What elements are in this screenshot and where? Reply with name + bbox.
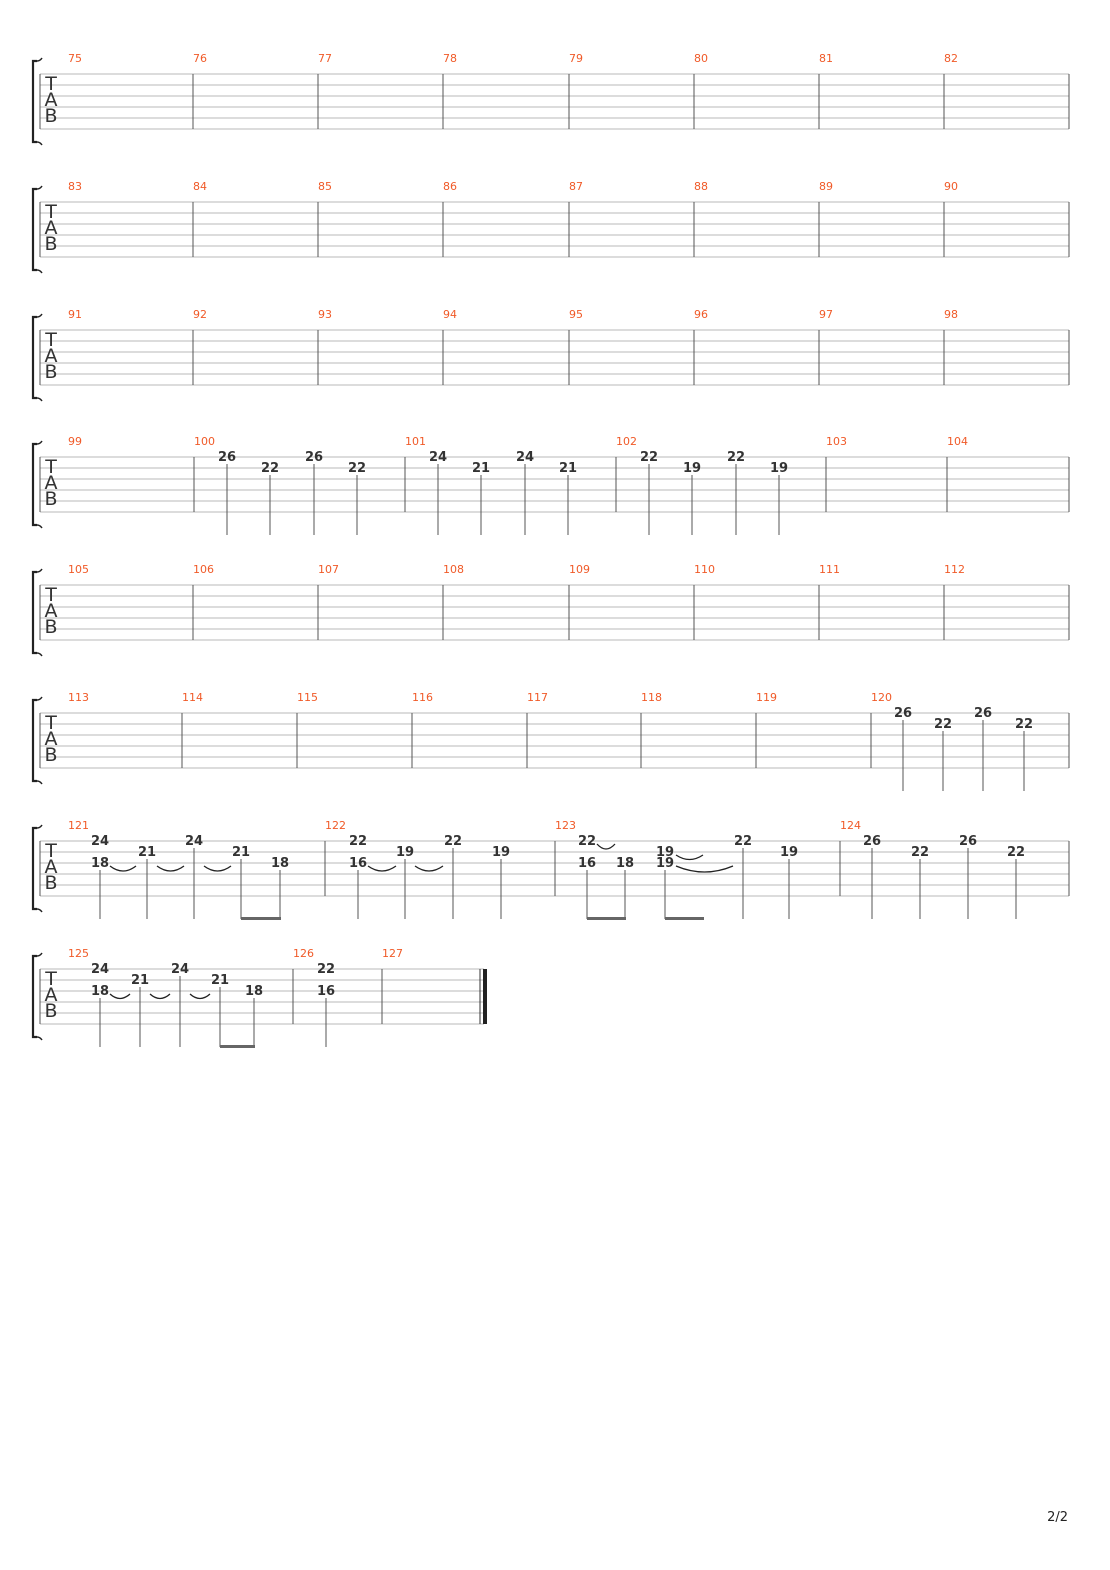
tab-clef-letter: A [44, 728, 58, 750]
measure-number: 126 [293, 947, 314, 960]
measure-number: 79 [569, 52, 583, 65]
tab-clef-letter: A [44, 217, 58, 239]
measure-number: 85 [318, 180, 332, 193]
tab-clef-letter: A [44, 600, 58, 622]
tie-arc [190, 994, 210, 999]
measure-number: 108 [443, 563, 464, 576]
fret-number: 21 [210, 973, 230, 988]
measure-number: 91 [68, 308, 82, 321]
tab-clef-letter: A [44, 984, 58, 1006]
tab-clef-letter: B [44, 872, 58, 894]
measure-number: 121 [68, 819, 89, 832]
tab-system [33, 947, 487, 1047]
measure-number: 94 [443, 308, 457, 321]
measure-number: 119 [756, 691, 777, 704]
tab-clef-letter: A [44, 345, 58, 367]
bracket-hook-bottom [37, 525, 42, 528]
fret-number: 18 [90, 856, 110, 871]
fret-number: 22 [347, 461, 367, 476]
measure-number: 106 [193, 563, 214, 576]
system-bracket [33, 828, 37, 909]
fret-number: 24 [170, 962, 190, 977]
fret-number: 26 [217, 450, 237, 465]
fret-number: 22 [726, 450, 746, 465]
measure-number: 80 [694, 52, 708, 65]
bracket-hook-bottom [37, 909, 42, 912]
final-bar-thick [483, 969, 487, 1024]
fret-number: 16 [316, 984, 336, 999]
fret-number: 19 [769, 461, 789, 476]
tie-arc [150, 994, 170, 999]
measure-number: 107 [318, 563, 339, 576]
system-bracket [33, 956, 37, 1037]
fret-number: 26 [304, 450, 324, 465]
tab-system [33, 308, 1069, 401]
tab-system [33, 180, 1069, 273]
tab-clef-letter: B [44, 1000, 58, 1022]
measure-number: 127 [382, 947, 403, 960]
fret-number: 19 [491, 845, 511, 860]
tab-clef-letter: A [44, 856, 58, 878]
measure-number: 99 [68, 435, 82, 448]
tab-clef-letter: T [45, 201, 57, 223]
tab-clef-letter: B [44, 233, 58, 255]
fret-number: 22 [348, 834, 368, 849]
fret-number: 18 [270, 856, 290, 871]
measure-number: 117 [527, 691, 548, 704]
measure-number: 97 [819, 308, 833, 321]
measure-number: 112 [944, 563, 965, 576]
fret-number: 16 [348, 856, 368, 871]
fret-number: 19 [682, 461, 702, 476]
tab-system [33, 819, 1069, 919]
tab-clef-letter: B [44, 744, 58, 766]
fret-number: 19 [655, 856, 675, 871]
measure-number: 105 [68, 563, 89, 576]
tab-clef-letter: B [44, 616, 58, 638]
bracket-hook-bottom [37, 1037, 42, 1040]
fret-number: 24 [184, 834, 204, 849]
note-beam [665, 917, 704, 920]
measure-number: 111 [819, 563, 840, 576]
fret-number: 22 [639, 450, 659, 465]
measure-number: 86 [443, 180, 457, 193]
measure-number: 87 [569, 180, 583, 193]
tie-arc [676, 866, 733, 872]
bracket-hook-bottom [37, 781, 42, 784]
tab-clef-letter: T [45, 840, 57, 862]
fret-number: 26 [973, 706, 993, 721]
tie-arc [110, 866, 136, 871]
bracket-hook-bottom [37, 653, 42, 656]
system-bracket [33, 572, 37, 653]
fret-number: 26 [893, 706, 913, 721]
tie-arc [368, 866, 396, 871]
fret-number: 16 [577, 856, 597, 871]
bracket-hook-top [37, 314, 42, 317]
tie-arc [676, 855, 703, 860]
measure-number: 95 [569, 308, 583, 321]
measure-number: 81 [819, 52, 833, 65]
measure-number: 93 [318, 308, 332, 321]
fret-number: 22 [1014, 717, 1034, 732]
measure-number: 103 [826, 435, 847, 448]
tab-clef-letter: T [45, 456, 57, 478]
measure-number: 122 [325, 819, 346, 832]
fret-number: 22 [577, 834, 597, 849]
bracket-hook-bottom [37, 270, 42, 273]
measure-number: 92 [193, 308, 207, 321]
tab-clef-letter: T [45, 584, 57, 606]
note-beam [587, 917, 626, 920]
fret-number: 18 [615, 856, 635, 871]
page-number: 2/2 [1047, 1510, 1068, 1525]
tab-clef-letter: A [44, 89, 58, 111]
bracket-hook-top [37, 441, 42, 444]
measure-number: 102 [616, 435, 637, 448]
fret-number: 21 [137, 845, 157, 860]
fret-number: 21 [558, 461, 578, 476]
measure-number: 104 [947, 435, 968, 448]
fret-number: 19 [395, 845, 415, 860]
tie-arc [110, 994, 130, 999]
measure-number: 90 [944, 180, 958, 193]
tie-arc [597, 844, 615, 849]
measure-number: 77 [318, 52, 332, 65]
bracket-hook-top [37, 58, 42, 61]
measure-number: 113 [68, 691, 89, 704]
fret-number: 21 [231, 845, 251, 860]
tab-system [33, 563, 1069, 656]
fret-number: 26 [862, 834, 882, 849]
tab-system [33, 52, 1069, 145]
measure-number: 115 [297, 691, 318, 704]
fret-number: 21 [130, 973, 150, 988]
fret-number: 19 [655, 845, 675, 860]
measure-number: 89 [819, 180, 833, 193]
note-beam [220, 1045, 255, 1048]
tab-clef-letter: B [44, 105, 58, 127]
note-beam [241, 917, 281, 920]
fret-number: 24 [428, 450, 448, 465]
fret-number: 22 [443, 834, 463, 849]
bracket-hook-top [37, 569, 42, 572]
measure-number: 96 [694, 308, 708, 321]
bracket-hook-bottom [37, 142, 42, 145]
system-bracket [33, 189, 37, 270]
tab-system [33, 435, 1069, 535]
measure-number: 125 [68, 947, 89, 960]
measure-number: 101 [405, 435, 426, 448]
tab-clef-letter: T [45, 329, 57, 351]
measure-number: 120 [871, 691, 892, 704]
tie-arc [204, 866, 231, 871]
measure-number: 78 [443, 52, 457, 65]
tab-system [33, 691, 1069, 791]
measure-number: 124 [840, 819, 861, 832]
measure-number: 82 [944, 52, 958, 65]
fret-number: 22 [260, 461, 280, 476]
bracket-hook-top [37, 953, 42, 956]
measure-number: 100 [194, 435, 215, 448]
bracket-hook-top [37, 186, 42, 189]
fret-number: 22 [316, 962, 336, 977]
fret-number: 22 [733, 834, 753, 849]
tab-clef-letter: T [45, 968, 57, 990]
system-bracket [33, 317, 37, 398]
fret-number: 22 [1006, 845, 1026, 860]
bracket-hook-top [37, 825, 42, 828]
measure-number: 84 [193, 180, 207, 193]
fret-number: 26 [958, 834, 978, 849]
measure-number: 98 [944, 308, 958, 321]
tab-clef-letter: B [44, 361, 58, 383]
measure-number: 76 [193, 52, 207, 65]
system-bracket [33, 700, 37, 781]
bracket-hook-top [37, 697, 42, 700]
tie-arc [415, 866, 443, 871]
fret-number: 24 [90, 834, 110, 849]
system-bracket [33, 61, 37, 142]
bracket-hook-bottom [37, 398, 42, 401]
fret-number: 18 [90, 984, 110, 999]
fret-number: 19 [779, 845, 799, 860]
fret-number: 24 [515, 450, 535, 465]
tab-clef-letter: T [45, 73, 57, 95]
fret-number: 22 [933, 717, 953, 732]
tab-clef-letter: B [44, 488, 58, 510]
measure-number: 109 [569, 563, 590, 576]
fret-number: 22 [910, 845, 930, 860]
measure-number: 110 [694, 563, 715, 576]
measure-number: 75 [68, 52, 82, 65]
measure-number: 83 [68, 180, 82, 193]
measure-number: 114 [182, 691, 203, 704]
tab-clef-letter: T [45, 712, 57, 734]
tie-arc [157, 866, 184, 871]
tab-clef-letter: A [44, 472, 58, 494]
fret-number: 21 [471, 461, 491, 476]
measure-number: 116 [412, 691, 433, 704]
measure-number: 118 [641, 691, 662, 704]
system-bracket [33, 444, 37, 525]
fret-number: 24 [90, 962, 110, 977]
fret-number: 18 [244, 984, 264, 999]
measure-number: 88 [694, 180, 708, 193]
measure-number: 123 [555, 819, 576, 832]
